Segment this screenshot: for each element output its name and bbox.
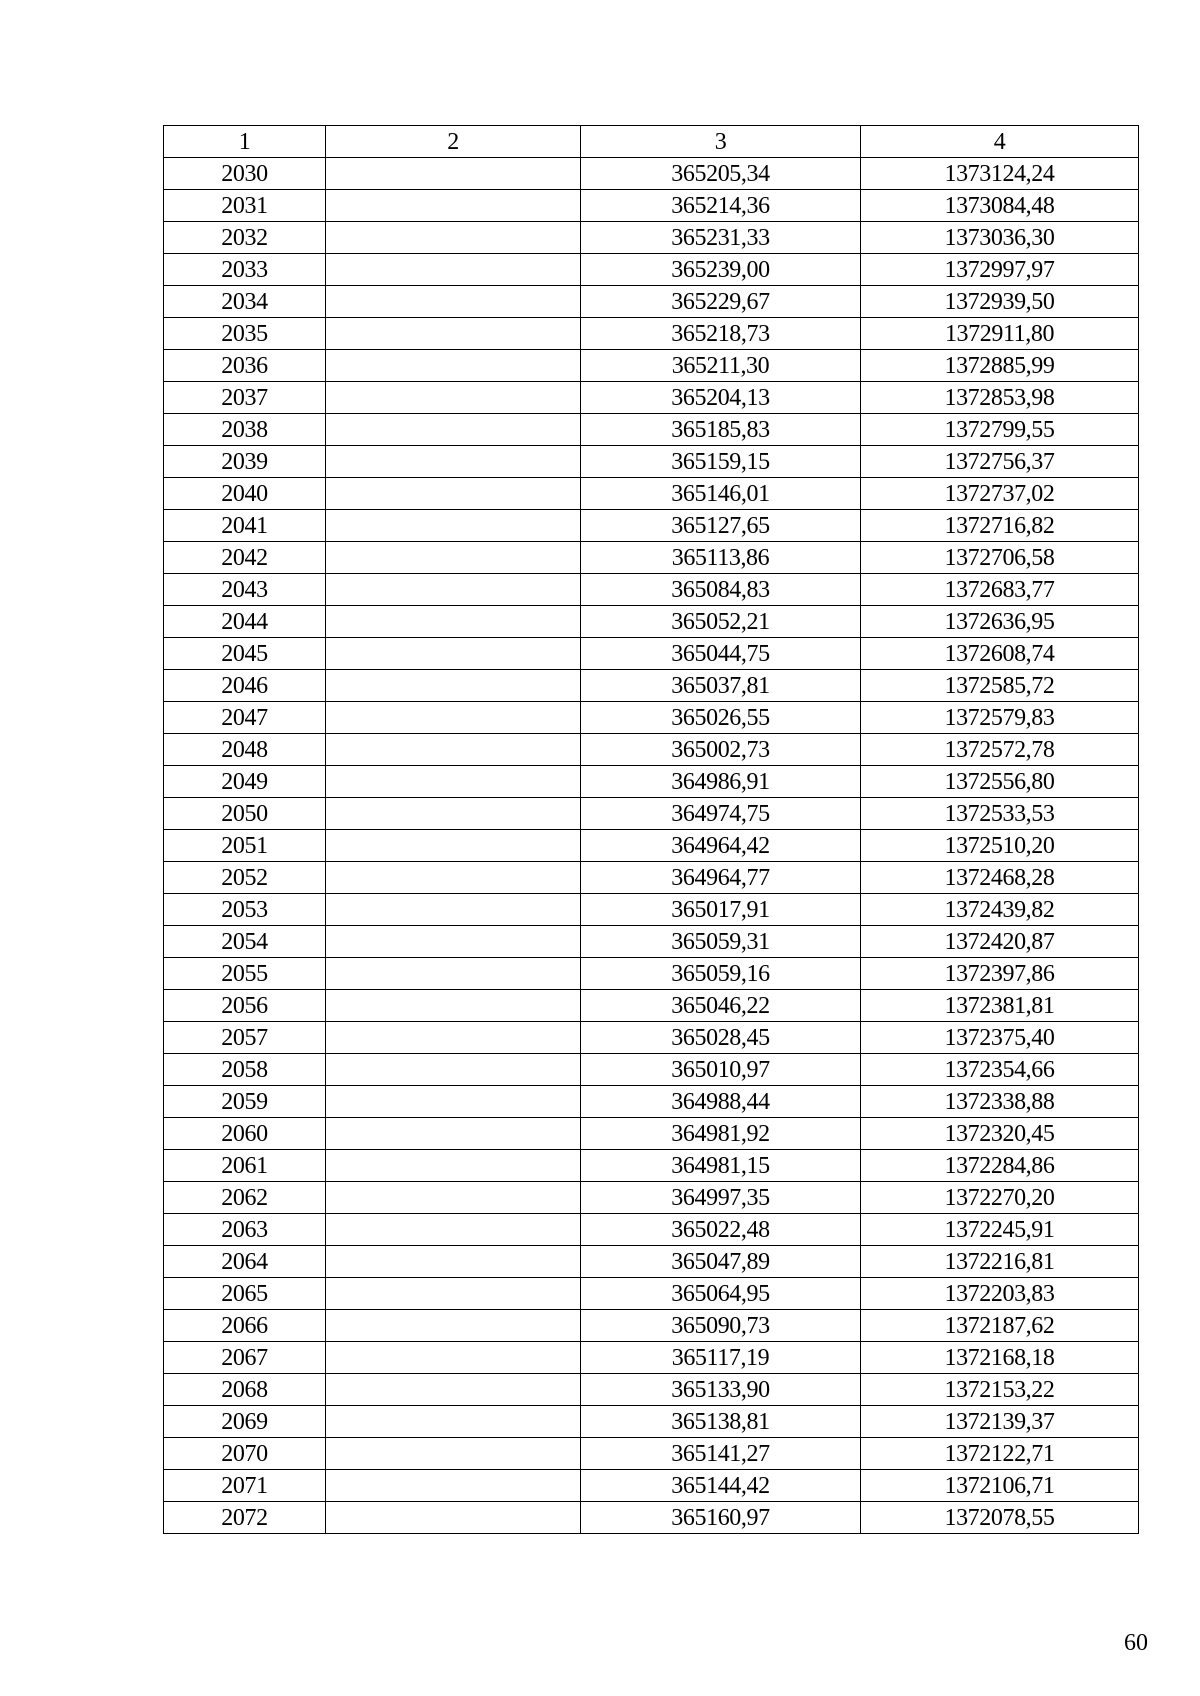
- y-coordinate-cell: 1372997,97: [861, 254, 1139, 286]
- y-coordinate-cell: 1372203,83: [861, 1278, 1139, 1310]
- point-number-cell: 2037: [164, 382, 326, 414]
- table-row: [164, 1342, 1139, 1374]
- table-row: [164, 1278, 1139, 1310]
- point-number-cell: 2064: [164, 1246, 326, 1278]
- y-coordinate-cell: 1372375,40: [861, 1022, 1139, 1054]
- y-coordinate-cell: 1372122,71: [861, 1438, 1139, 1470]
- x-coordinate-cell: 365185,83: [581, 414, 861, 446]
- table-row: [164, 1374, 1139, 1406]
- table-row: [164, 830, 1139, 862]
- table-row: [164, 1086, 1139, 1118]
- table-row: [164, 1406, 1139, 1438]
- y-coordinate-cell: 1372572,78: [861, 734, 1139, 766]
- point-number-cell: 2047: [164, 702, 326, 734]
- point-number-cell: 2060: [164, 1118, 326, 1150]
- y-coordinate-cell: 1373124,24: [861, 158, 1139, 190]
- y-coordinate-cell: 1372397,86: [861, 958, 1139, 990]
- page-number: 60: [1124, 1630, 1148, 1656]
- x-coordinate-cell: 365144,42: [581, 1470, 861, 1502]
- empty-cell: [326, 1054, 581, 1086]
- y-coordinate-cell: 1372853,98: [861, 382, 1139, 414]
- x-coordinate-cell: 365204,13: [581, 382, 861, 414]
- x-coordinate-cell: 365159,15: [581, 446, 861, 478]
- x-coordinate-cell: 365022,48: [581, 1214, 861, 1246]
- x-coordinate-cell: 365160,97: [581, 1502, 861, 1534]
- table-row: [164, 446, 1139, 478]
- y-coordinate-cell: 1373084,48: [861, 190, 1139, 222]
- empty-cell: [326, 1374, 581, 1406]
- point-number-cell: 2033: [164, 254, 326, 286]
- empty-cell: [326, 382, 581, 414]
- x-coordinate-cell: 364981,15: [581, 1150, 861, 1182]
- empty-cell: [326, 862, 581, 894]
- point-number-cell: 2038: [164, 414, 326, 446]
- empty-cell: [326, 766, 581, 798]
- point-number-cell: 2053: [164, 894, 326, 926]
- y-coordinate-cell: 1372911,80: [861, 318, 1139, 350]
- table-row: [164, 1502, 1139, 1534]
- empty-cell: [326, 734, 581, 766]
- point-number-cell: 2039: [164, 446, 326, 478]
- x-coordinate-cell: 365028,45: [581, 1022, 861, 1054]
- empty-cell: [326, 1502, 581, 1534]
- table-row: [164, 1438, 1139, 1470]
- empty-cell: [326, 1182, 581, 1214]
- x-coordinate-cell: 365010,97: [581, 1054, 861, 1086]
- y-coordinate-cell: 1373036,30: [861, 222, 1139, 254]
- empty-cell: [326, 1214, 581, 1246]
- y-coordinate-cell: 1372153,22: [861, 1374, 1139, 1406]
- x-coordinate-cell: 365084,83: [581, 574, 861, 606]
- point-number-cell: 2065: [164, 1278, 326, 1310]
- point-number-cell: 2068: [164, 1374, 326, 1406]
- empty-cell: [326, 638, 581, 670]
- empty-cell: [326, 1406, 581, 1438]
- y-coordinate-cell: 1372168,18: [861, 1342, 1139, 1374]
- point-number-cell: 2055: [164, 958, 326, 990]
- empty-cell: [326, 830, 581, 862]
- header-cell-col2: 2: [326, 126, 581, 158]
- header-row: [164, 126, 1139, 158]
- y-coordinate-cell: 1372270,20: [861, 1182, 1139, 1214]
- x-coordinate-cell: 365117,19: [581, 1342, 861, 1374]
- point-number-cell: 2070: [164, 1438, 326, 1470]
- point-number-cell: 2032: [164, 222, 326, 254]
- table-row: [164, 1470, 1139, 1502]
- empty-cell: [326, 478, 581, 510]
- y-coordinate-cell: 1372468,28: [861, 862, 1139, 894]
- point-number-cell: 2058: [164, 1054, 326, 1086]
- empty-cell: [326, 446, 581, 478]
- x-coordinate-cell: 365211,30: [581, 350, 861, 382]
- empty-cell: [326, 670, 581, 702]
- x-coordinate-cell: 364988,44: [581, 1086, 861, 1118]
- x-coordinate-cell: 365026,55: [581, 702, 861, 734]
- y-coordinate-cell: 1372510,20: [861, 830, 1139, 862]
- y-coordinate-cell: 1372106,71: [861, 1470, 1139, 1502]
- point-number-cell: 2062: [164, 1182, 326, 1214]
- point-number-cell: 2036: [164, 350, 326, 382]
- table-row: [164, 734, 1139, 766]
- point-number-cell: 2034: [164, 286, 326, 318]
- point-number-cell: 2063: [164, 1214, 326, 1246]
- empty-cell: [326, 1310, 581, 1342]
- table-row: [164, 798, 1139, 830]
- empty-cell: [326, 1246, 581, 1278]
- y-coordinate-cell: 1372939,50: [861, 286, 1139, 318]
- y-coordinate-cell: 1372216,81: [861, 1246, 1139, 1278]
- table-row: [164, 606, 1139, 638]
- x-coordinate-cell: 364974,75: [581, 798, 861, 830]
- table-row: [164, 318, 1139, 350]
- y-coordinate-cell: 1372439,82: [861, 894, 1139, 926]
- x-coordinate-cell: 364986,91: [581, 766, 861, 798]
- empty-cell: [326, 1150, 581, 1182]
- x-coordinate-cell: 365218,73: [581, 318, 861, 350]
- table-header: [164, 126, 1139, 158]
- point-number-cell: 2050: [164, 798, 326, 830]
- point-number-cell: 2071: [164, 1470, 326, 1502]
- coordinates-table: [163, 125, 1139, 1534]
- x-coordinate-cell: 365229,67: [581, 286, 861, 318]
- table-row: [164, 894, 1139, 926]
- y-coordinate-cell: 1372716,82: [861, 510, 1139, 542]
- point-number-cell: 2044: [164, 606, 326, 638]
- empty-cell: [326, 542, 581, 574]
- y-coordinate-cell: 1372420,87: [861, 926, 1139, 958]
- table-row: [164, 222, 1139, 254]
- x-coordinate-cell: 365017,91: [581, 894, 861, 926]
- y-coordinate-cell: 1372737,02: [861, 478, 1139, 510]
- point-number-cell: 2035: [164, 318, 326, 350]
- table-row: [164, 350, 1139, 382]
- x-coordinate-cell: 365046,22: [581, 990, 861, 1022]
- x-coordinate-cell: 364997,35: [581, 1182, 861, 1214]
- point-number-cell: 2040: [164, 478, 326, 510]
- empty-cell: [326, 1118, 581, 1150]
- table-row: [164, 1054, 1139, 1086]
- table-row: [164, 702, 1139, 734]
- y-coordinate-cell: 1372320,45: [861, 1118, 1139, 1150]
- header-cell-col1: 1: [164, 126, 326, 158]
- point-number-cell: 2048: [164, 734, 326, 766]
- empty-cell: [326, 894, 581, 926]
- y-coordinate-cell: 1372354,66: [861, 1054, 1139, 1086]
- y-coordinate-cell: 1372756,37: [861, 446, 1139, 478]
- table-row: [164, 382, 1139, 414]
- table-row: [164, 574, 1139, 606]
- point-number-cell: 2054: [164, 926, 326, 958]
- empty-cell: [326, 606, 581, 638]
- x-coordinate-cell: 365133,90: [581, 1374, 861, 1406]
- table-row: [164, 542, 1139, 574]
- point-number-cell: 2042: [164, 542, 326, 574]
- empty-cell: [326, 926, 581, 958]
- point-number-cell: 2067: [164, 1342, 326, 1374]
- point-number-cell: 2030: [164, 158, 326, 190]
- y-coordinate-cell: 1372381,81: [861, 990, 1139, 1022]
- y-coordinate-cell: 1372799,55: [861, 414, 1139, 446]
- table-row: [164, 190, 1139, 222]
- table-row: [164, 1118, 1139, 1150]
- x-coordinate-cell: 365214,36: [581, 190, 861, 222]
- point-number-cell: 2049: [164, 766, 326, 798]
- x-coordinate-cell: 365090,73: [581, 1310, 861, 1342]
- point-number-cell: 2043: [164, 574, 326, 606]
- y-coordinate-cell: 1372556,80: [861, 766, 1139, 798]
- x-coordinate-cell: 365059,31: [581, 926, 861, 958]
- y-coordinate-cell: 1372139,37: [861, 1406, 1139, 1438]
- table-row: [164, 158, 1139, 190]
- point-number-cell: 2051: [164, 830, 326, 862]
- x-coordinate-cell: 365044,75: [581, 638, 861, 670]
- y-coordinate-cell: 1372338,88: [861, 1086, 1139, 1118]
- y-coordinate-cell: 1372078,55: [861, 1502, 1139, 1534]
- y-coordinate-cell: 1372706,58: [861, 542, 1139, 574]
- point-number-cell: 2045: [164, 638, 326, 670]
- y-coordinate-cell: 1372284,86: [861, 1150, 1139, 1182]
- x-coordinate-cell: 364964,42: [581, 830, 861, 862]
- point-number-cell: 2057: [164, 1022, 326, 1054]
- header-cell-col4: 4: [861, 126, 1139, 158]
- x-coordinate-cell: 365047,89: [581, 1246, 861, 1278]
- table-row: [164, 1214, 1139, 1246]
- empty-cell: [326, 1342, 581, 1374]
- point-number-cell: 2056: [164, 990, 326, 1022]
- x-coordinate-cell: 364981,92: [581, 1118, 861, 1150]
- table-row: [164, 990, 1139, 1022]
- point-number-cell: 2041: [164, 510, 326, 542]
- table-row: [164, 286, 1139, 318]
- table-row: [164, 926, 1139, 958]
- table-row: [164, 670, 1139, 702]
- y-coordinate-cell: 1372608,74: [861, 638, 1139, 670]
- empty-cell: [326, 798, 581, 830]
- x-coordinate-cell: 364964,77: [581, 862, 861, 894]
- empty-cell: [326, 990, 581, 1022]
- table-row: [164, 1022, 1139, 1054]
- x-coordinate-cell: 365146,01: [581, 478, 861, 510]
- table-row: [164, 1150, 1139, 1182]
- table-row: [164, 414, 1139, 446]
- table-row: [164, 1182, 1139, 1214]
- y-coordinate-cell: 1372187,62: [861, 1310, 1139, 1342]
- table-body: [164, 158, 1139, 1534]
- y-coordinate-cell: 1372636,95: [861, 606, 1139, 638]
- point-number-cell: 2046: [164, 670, 326, 702]
- y-coordinate-cell: 1372683,77: [861, 574, 1139, 606]
- point-number-cell: 2052: [164, 862, 326, 894]
- x-coordinate-cell: 365059,16: [581, 958, 861, 990]
- x-coordinate-cell: 365127,65: [581, 510, 861, 542]
- table-row: [164, 254, 1139, 286]
- header-cell-col3: 3: [581, 126, 861, 158]
- empty-cell: [326, 254, 581, 286]
- empty-cell: [326, 318, 581, 350]
- x-coordinate-cell: 365002,73: [581, 734, 861, 766]
- x-coordinate-cell: 365138,81: [581, 1406, 861, 1438]
- empty-cell: [326, 158, 581, 190]
- point-number-cell: 2072: [164, 1502, 326, 1534]
- table-row: [164, 510, 1139, 542]
- empty-cell: [326, 1086, 581, 1118]
- point-number-cell: 2069: [164, 1406, 326, 1438]
- x-coordinate-cell: 365205,34: [581, 158, 861, 190]
- table-row: [164, 862, 1139, 894]
- x-coordinate-cell: 365037,81: [581, 670, 861, 702]
- y-coordinate-cell: 1372533,53: [861, 798, 1139, 830]
- empty-cell: [326, 286, 581, 318]
- table-row: [164, 638, 1139, 670]
- empty-cell: [326, 574, 581, 606]
- x-coordinate-cell: 365052,21: [581, 606, 861, 638]
- y-coordinate-cell: 1372579,83: [861, 702, 1139, 734]
- x-coordinate-cell: 365141,27: [581, 1438, 861, 1470]
- point-number-cell: 2061: [164, 1150, 326, 1182]
- x-coordinate-cell: 365113,86: [581, 542, 861, 574]
- empty-cell: [326, 702, 581, 734]
- x-coordinate-cell: 365239,00: [581, 254, 861, 286]
- empty-cell: [326, 1022, 581, 1054]
- empty-cell: [326, 958, 581, 990]
- y-coordinate-cell: 1372585,72: [861, 670, 1139, 702]
- x-coordinate-cell: 365231,33: [581, 222, 861, 254]
- empty-cell: [326, 1470, 581, 1502]
- empty-cell: [326, 1278, 581, 1310]
- empty-cell: [326, 350, 581, 382]
- empty-cell: [326, 190, 581, 222]
- empty-cell: [326, 222, 581, 254]
- empty-cell: [326, 414, 581, 446]
- x-coordinate-cell: 365064,95: [581, 1278, 861, 1310]
- empty-cell: [326, 1438, 581, 1470]
- table-row: [164, 478, 1139, 510]
- point-number-cell: 2059: [164, 1086, 326, 1118]
- table-row: [164, 1310, 1139, 1342]
- table-row: [164, 958, 1139, 990]
- point-number-cell: 2066: [164, 1310, 326, 1342]
- y-coordinate-cell: 1372245,91: [861, 1214, 1139, 1246]
- table-row: [164, 1246, 1139, 1278]
- y-coordinate-cell: 1372885,99: [861, 350, 1139, 382]
- table-row: [164, 766, 1139, 798]
- empty-cell: [326, 510, 581, 542]
- point-number-cell: 2031: [164, 190, 326, 222]
